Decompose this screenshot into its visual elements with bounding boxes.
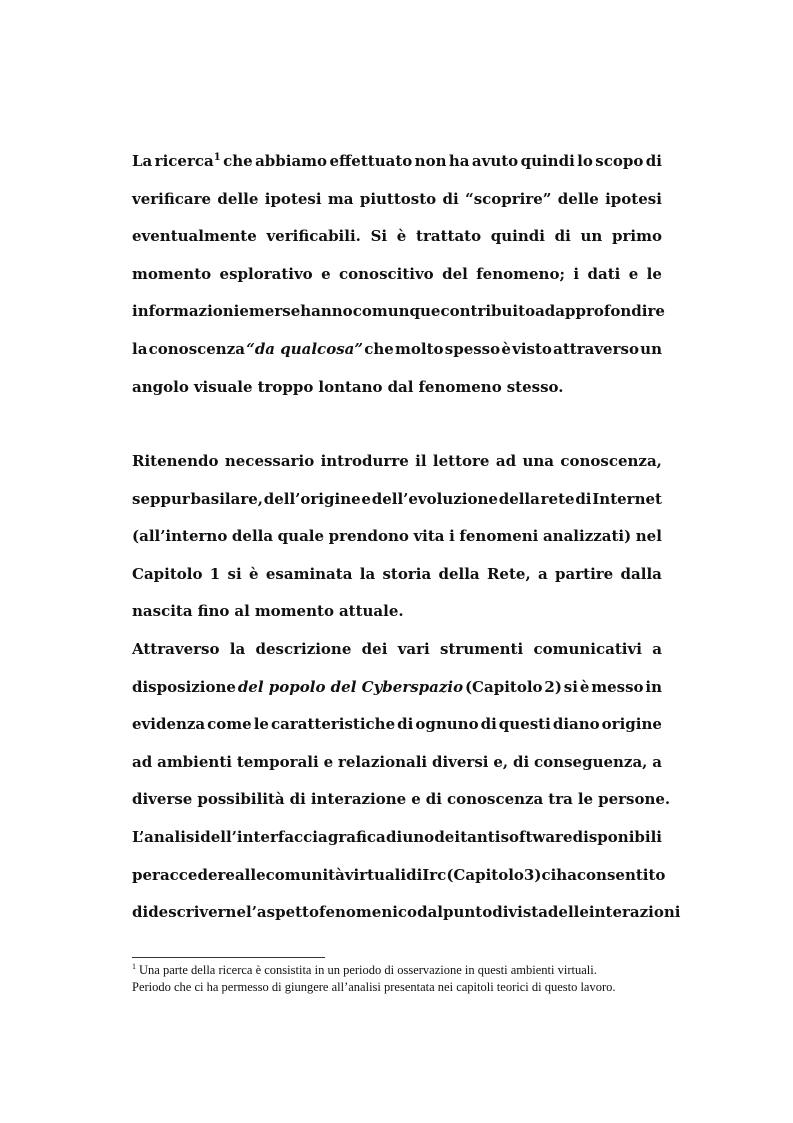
word: tanti [460, 827, 501, 846]
word: vita [413, 527, 445, 546]
word: necessario [224, 452, 315, 470]
word: della [231, 527, 274, 546]
word: è [396, 227, 407, 246]
word: Attraverso [132, 639, 220, 658]
text-line [132, 293, 665, 331]
word: vari [397, 639, 430, 658]
word: introdurre [320, 452, 409, 470]
footnote-reference[interactable]: 1 [213, 152, 221, 163]
word: del [442, 264, 468, 283]
word: dell’origine [263, 489, 361, 508]
paragraph-2 [132, 443, 681, 932]
word: interazioni [588, 903, 681, 922]
word: possibilità [197, 790, 285, 809]
word: accedere [159, 865, 235, 884]
word: una [522, 452, 554, 470]
word: di [554, 227, 571, 246]
word: informazioni [132, 302, 240, 321]
text-line [132, 556, 662, 594]
word: conoscenza [148, 339, 245, 358]
word: ha [556, 865, 577, 884]
word: di [406, 865, 423, 884]
word: dei [434, 827, 461, 846]
word: i [573, 264, 580, 283]
word: dalla [620, 564, 662, 583]
word: diverse [132, 790, 193, 809]
text-line [132, 518, 662, 556]
text-line [132, 218, 662, 256]
word: quale [277, 527, 325, 546]
word: punto [442, 903, 493, 922]
word: e [323, 752, 334, 771]
word: l’aspetto [246, 903, 319, 922]
word: (Capitolo [464, 677, 543, 696]
word: è [579, 677, 590, 696]
word: Rete, [486, 564, 531, 583]
word: (all’interno [132, 527, 228, 546]
word: a [652, 639, 662, 658]
word: La [132, 152, 153, 170]
footnote-number: 1 [132, 961, 136, 971]
word: di [480, 715, 497, 734]
footnote-line-1 [132, 962, 672, 979]
word: software [500, 827, 573, 846]
text-line [132, 181, 662, 219]
text-line [132, 857, 666, 895]
word: effettuato [329, 152, 413, 170]
word: per [132, 865, 160, 884]
word: relazionali [337, 752, 428, 771]
word: origine [601, 715, 662, 734]
word: esaminata [265, 564, 353, 583]
word: basilare, [190, 489, 263, 508]
word: hanno [300, 302, 353, 321]
text-line [132, 706, 662, 744]
word: e [411, 790, 421, 809]
word: della [498, 489, 540, 508]
word: abbiamo [255, 152, 328, 170]
text-line [132, 143, 662, 181]
word: e [628, 264, 639, 283]
word: ad [132, 752, 153, 771]
word: spesso [444, 339, 501, 358]
word: angolo [132, 377, 189, 396]
word: visuale [193, 377, 253, 396]
word: primo [612, 227, 662, 246]
word: strumenti [440, 639, 524, 658]
word: la [229, 639, 246, 658]
word: tra [548, 790, 573, 809]
word: di [645, 152, 662, 170]
word: un [640, 339, 662, 358]
word: i [449, 527, 455, 546]
word-with-footnote: ricerca$^1$ [154, 152, 221, 170]
text-line [132, 894, 681, 932]
word: interazione [310, 790, 407, 809]
word: approfondire [555, 302, 665, 321]
text-line [132, 669, 662, 707]
word: ci [541, 865, 557, 884]
word: ad [535, 302, 556, 321]
word: scopo [595, 152, 644, 170]
text-line [132, 256, 662, 294]
word: 2) [544, 677, 562, 696]
word: lo [577, 152, 593, 170]
word: di [132, 903, 149, 922]
word: L’analisi [132, 827, 201, 846]
word: temporali [236, 752, 319, 771]
word: caratteristiche [271, 715, 396, 734]
word: di [397, 715, 414, 734]
word: nel [635, 527, 662, 546]
word: le [577, 790, 594, 809]
word: la [132, 339, 148, 358]
word: e [321, 264, 331, 283]
word: diano [552, 715, 600, 734]
word: quindi [520, 152, 575, 170]
word: dati [587, 264, 621, 283]
word: uno [402, 827, 435, 846]
word: di [289, 790, 306, 809]
word: come [207, 715, 252, 734]
word: lontano [318, 377, 383, 396]
word: Internet [592, 489, 662, 508]
word: stesso. [506, 377, 564, 396]
word: contribuito [440, 302, 536, 321]
word: dal [387, 377, 414, 396]
word: disposizione [132, 677, 236, 696]
word: ipotesi [605, 189, 662, 208]
word: piuttosto [359, 189, 437, 208]
word: si [563, 677, 578, 696]
word: che [223, 152, 253, 170]
text-line [132, 631, 662, 669]
word: conoscenza [446, 790, 544, 809]
word: di [512, 752, 530, 771]
word: dell’evoluzione [371, 489, 498, 508]
text-line [132, 443, 662, 481]
word: vista [508, 903, 548, 922]
word: a [538, 564, 548, 583]
footnote-separator [132, 957, 325, 958]
word: ma [327, 189, 354, 208]
word: partire [555, 564, 614, 583]
word: fenomeno; [476, 264, 565, 283]
word: un [580, 227, 603, 246]
word: (Capitolo [446, 865, 524, 884]
word: storia [382, 564, 432, 583]
word: dei [361, 639, 388, 658]
word: che [364, 339, 394, 358]
word: Capitolo [132, 564, 203, 583]
word: esplorativo [219, 264, 313, 283]
word: “scoprire” [465, 189, 552, 208]
word: nascita [132, 602, 193, 621]
word: fenomeni [459, 527, 539, 546]
word: descrizione [255, 639, 352, 658]
word: conoscitivo [339, 264, 434, 283]
italic-phrase: del popolo del Cyberspazio [237, 677, 464, 696]
word: Irc [422, 865, 447, 884]
word: attuale. [338, 602, 404, 621]
word: troppo [257, 377, 314, 396]
word: comunità [265, 865, 345, 884]
word: in [645, 677, 662, 696]
word: Ritenendo [132, 452, 219, 470]
word: emerse [239, 302, 301, 321]
text-line [132, 744, 662, 782]
text-line [132, 819, 662, 857]
word: comunque [352, 302, 441, 321]
word: 1 [209, 564, 221, 583]
word: quindi [490, 227, 545, 246]
word: analizzati) [542, 527, 632, 546]
word: è [249, 564, 259, 583]
word: le [253, 715, 269, 734]
word: grafica [327, 827, 386, 846]
word: conseguenza, [534, 752, 648, 771]
word: molto [395, 339, 444, 358]
word: e, [493, 752, 509, 771]
word: prendono [328, 527, 409, 546]
word: momento [254, 602, 334, 621]
word: e [361, 489, 371, 508]
word: le [646, 264, 662, 283]
text-line [132, 593, 662, 631]
word: la [359, 564, 376, 583]
word: conoscenza, [560, 452, 662, 470]
word: lettore [432, 452, 490, 470]
word: di [425, 790, 442, 809]
word: avuto [471, 152, 519, 170]
word: di [442, 189, 459, 208]
word: diversi [431, 752, 489, 771]
word: rete [540, 489, 575, 508]
word: consentito [576, 865, 666, 884]
word: disponibili [572, 827, 662, 846]
word: ha [448, 152, 470, 170]
word: a [652, 752, 662, 771]
word: ad [495, 452, 517, 470]
word: 3) [523, 865, 542, 884]
text-line [132, 481, 662, 519]
footnote [132, 962, 672, 996]
word: visto [512, 339, 552, 358]
word: fenomeno [418, 377, 502, 396]
footnote-line-2: Periodo che ci ha permesso di giungere all’analisi presentata nei capitoli teorici di questo lavoro. [132, 980, 616, 994]
word: alle [234, 865, 266, 884]
word: di [492, 903, 509, 922]
footnote-text-1: Una parte della ricerca è consistita in un periodo di osservazione in questi ambienti virtuali. [139, 963, 597, 977]
word: ambienti [157, 752, 232, 771]
word: eventualmente [132, 227, 257, 246]
word: delle [217, 189, 259, 208]
word: è [501, 339, 511, 358]
text-line [132, 369, 662, 407]
italic-phrase: “da qualcosa” [246, 339, 363, 358]
word: di [385, 827, 403, 846]
word: seppur [132, 489, 190, 508]
word: descriverne [148, 903, 247, 922]
word: delle [547, 903, 589, 922]
word: persone. [598, 790, 671, 809]
word: dell’interfaccia [200, 827, 328, 846]
word: fenomenico [319, 903, 418, 922]
word: attraverso [553, 339, 639, 358]
word: della [438, 564, 480, 583]
word: delle [557, 189, 599, 208]
word: questi [498, 715, 551, 734]
text-line [132, 781, 671, 819]
word: al [234, 602, 250, 621]
word: Si [370, 227, 388, 246]
word: messo [591, 677, 644, 696]
word: trattato [416, 227, 482, 246]
word: il [415, 452, 427, 470]
word: ipotesi [264, 189, 322, 208]
word: momento [132, 264, 212, 283]
word: si [227, 564, 242, 583]
word: ognuno [415, 715, 479, 734]
word: di [575, 489, 592, 508]
word: evidenza [132, 715, 206, 734]
word: non [414, 152, 447, 170]
word: dal [417, 903, 443, 922]
word: verificare [132, 189, 212, 208]
word: verificabili. [266, 227, 361, 246]
paragraph-1 [132, 143, 665, 406]
word: fino [197, 602, 230, 621]
text-line [132, 331, 662, 369]
word: comunicativi [533, 639, 642, 658]
word: virtuali [344, 865, 407, 884]
